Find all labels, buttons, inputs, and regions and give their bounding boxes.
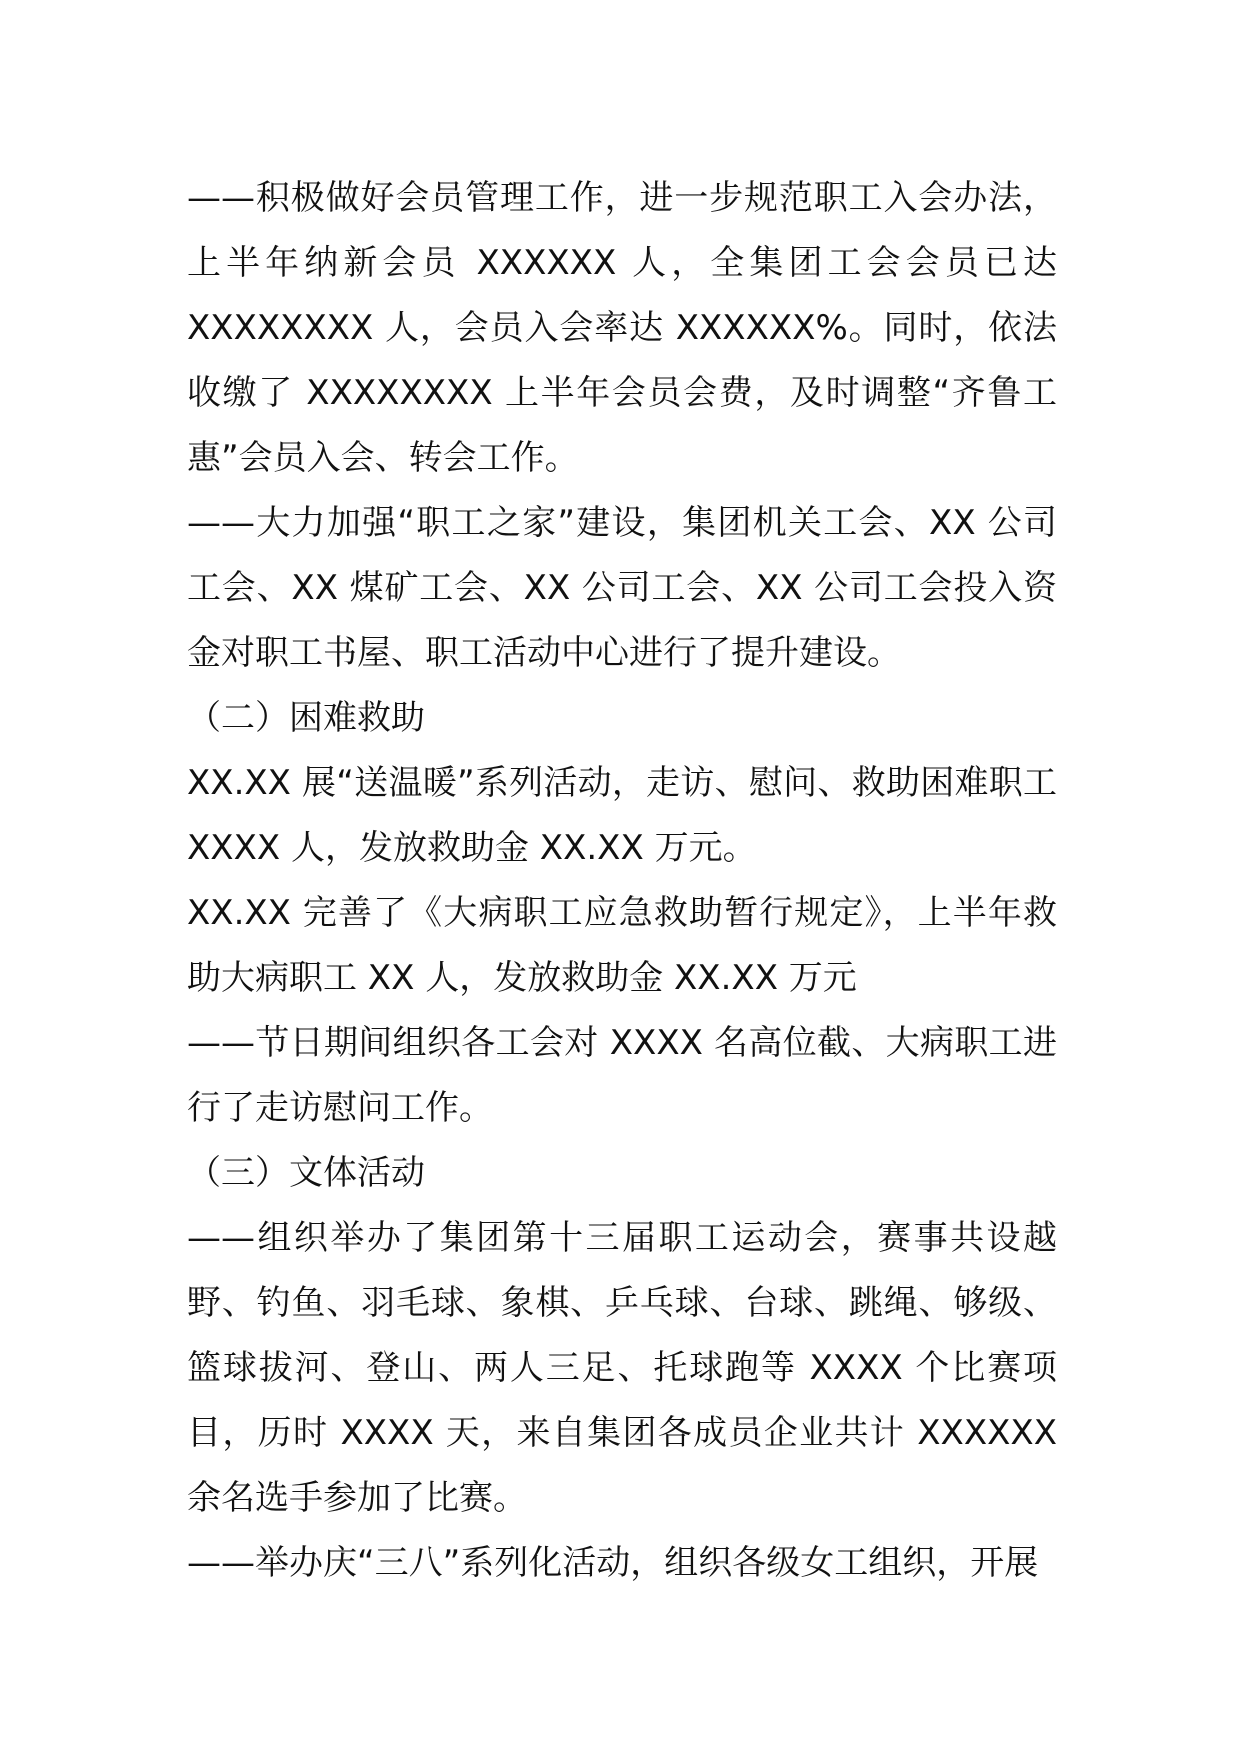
paragraph-workers-home: ——大力加强“职工之家”建设，集团机关工会、XX 公司工会、XX 煤矿工会、XX 公司工会、XX 公司工会投入资金对职工书屋、职工活动中心进行了提升建设。 (187, 503, 1057, 673)
section-heading-hardship-aid: （二）困难救助 (187, 698, 425, 738)
document-body (187, 166, 1057, 1596)
paragraph-womens-day: ——举办庆“三八”系列化活动，组织各级女工组织，开展 (187, 1543, 1039, 1583)
paragraph-illness-aid: XX.XX 完善了《大病职工应急救助暂行规定》，上半年救助大病职工 XX 人，发放救助金 XX.XX 万元 (187, 893, 1057, 998)
paragraph-warmth-campaign: XX.XX 展“送温暖”系列活动，走访、慰问、救助困难职工 XXXX 人，发放救助金 XX.XX 万元。 (187, 763, 1057, 868)
paragraph-membership: ——积极做好会员管理工作，进一步规范职工入会办法，上半年纳新会员 XXXXXX 人，全集团工会会员已达 XXXXXXXX 人，会员入会率达 XXXXXX%。同时，依法收缴了 XXXXXXXX 上半年会员会费，及时调整“齐鲁工惠”会员入会、转会工作。 (187, 178, 1057, 478)
paragraph-holiday-visits: ——节日期间组织各工会对 XXXX 名高位截、大病职工进行了走访慰问工作。 (187, 1023, 1057, 1128)
paragraph-sports-meet: ——组织举办了集团第十三届职工运动会，赛事共设越野、钓鱼、羽毛球、象棋、乒乓球、台球、跳绳、够级、篮球拔河、登山、两人三足、托球跑等 XXXX 个比赛项目，历时 XXXX 天，来自集团各成员企业共计 XXXXXX 余名选手参加了比赛。 (187, 1218, 1057, 1518)
section-heading-culture-sports: （三）文体活动 (187, 1153, 425, 1193)
